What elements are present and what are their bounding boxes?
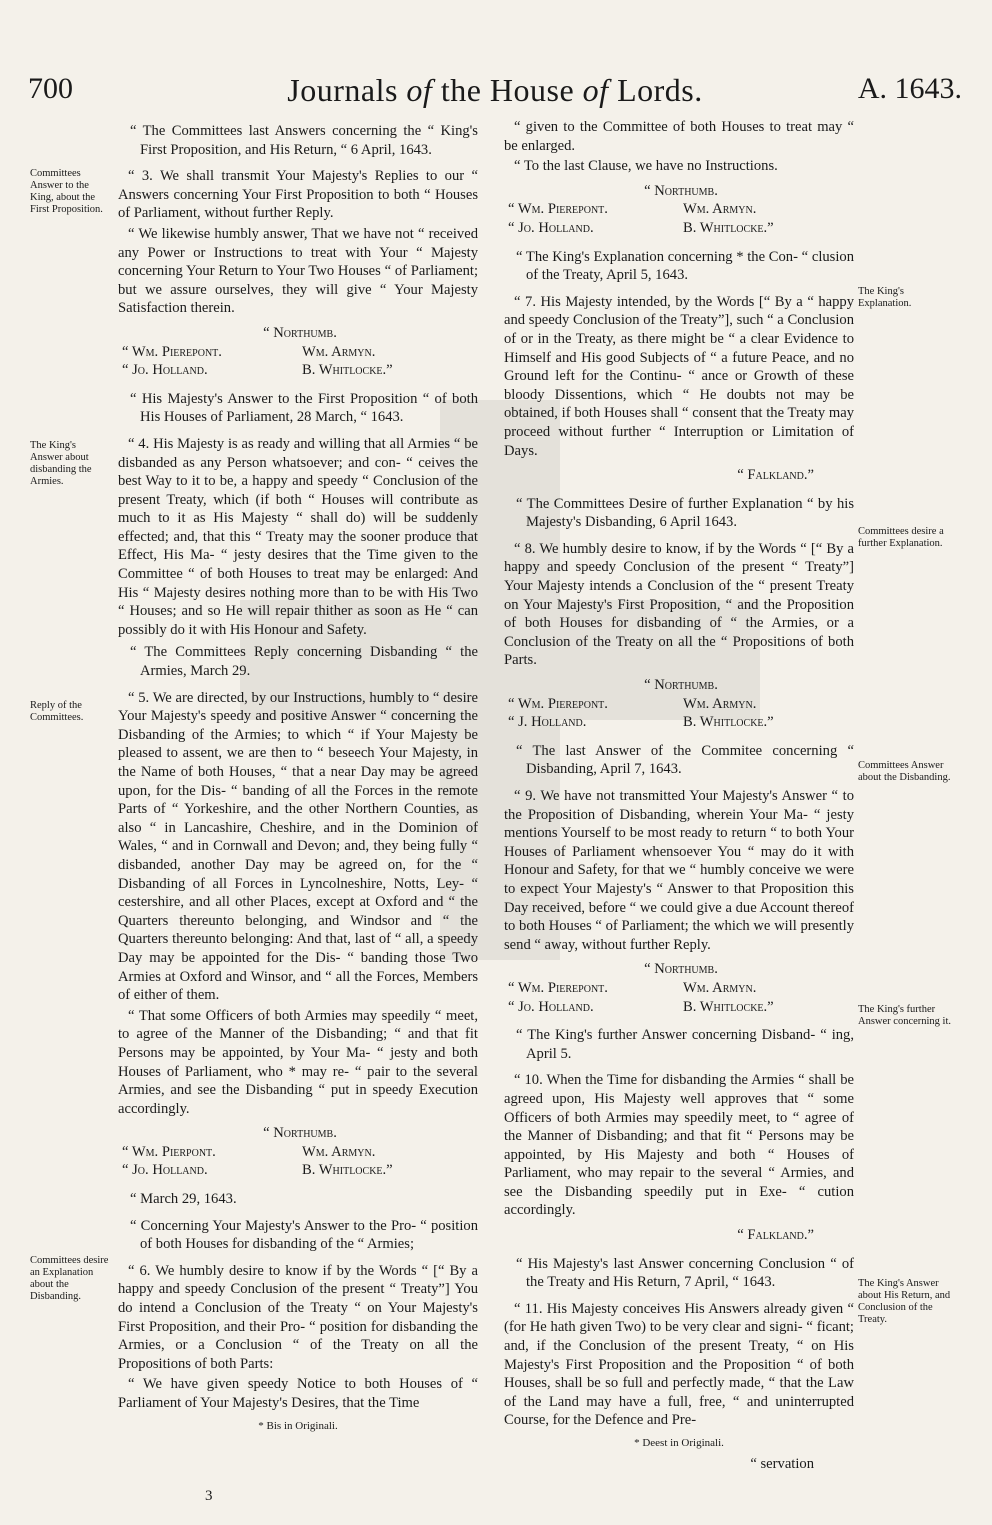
paragraph: “ 7. His Majesty intended, by the Words [“ By a “ happy and speedy Conclusion of the Treaty”], such “ a Conclusion of or in the Treaty, as there might be “ a clear Evidence to Himself and His good Subjects of “ a future Peace, and no Ground left for the Continu- “ ance or Growth of these bloody Dissentions, which “ He doubts not may be obtained, if both Houses shall “ consent that the Treaty may proceed without further “ Interruption or Limitation of Days. (504, 293, 854, 459)
entry-heading: “ His Majesty's Answer to the First Proposition “ of both His Houses of Parliament, 28 March, “ 1643. (130, 390, 478, 426)
margin-note: The King's Answer about His Return, and Conclusion of the Treaty. (858, 1278, 951, 1325)
margin-note: Committees desire a further Explanation. (858, 526, 944, 549)
signatory: B. Whitlocke.” (683, 219, 774, 236)
entry-heading: “ The Committees last Answers concerning the “ King's First Proposition, and His Return, “ 6 April, 1643. (130, 123, 478, 158)
catchword: “ servation (750, 1455, 814, 1472)
signatory: “ Jo. Holland. (508, 219, 594, 236)
signatory: “ Wm. Pierepont. (508, 695, 608, 712)
signature-block (504, 676, 854, 732)
signatory: “ Northumb. (644, 677, 718, 694)
signature-block (504, 182, 854, 238)
page-header (28, 72, 962, 112)
signatory: “ Jo. Holland. (122, 362, 208, 379)
running-title: Journals of the House of Lords. (287, 72, 703, 108)
paragraph: “ 5. We are directed, by our Instructions, humbly to “ desire Your Majesty's speedy and positive Answer “ concerning the Disbanding of the Armies; to which “ if Your Majesty be pleased to assent, we are then to “ beseech Your Majesty, in the Name of both Houses, “ that a near Day may be agreed upon, for the Dis- “ banding of all the Forces in the remote Parts of “ Yorkeshire, and the other Northern Counties, as also “ in Lancashire, Cheshire, and in the Dominion of Wales, “ and in Cornwall and Devon; and, they being fully “ disbanded, another Day may be agreed on, for the “ Disbanding of all Forces in Lyncolneshire, Notts, Ley- “ cestershire, and all other Places, except at Oxford and “ the Quarters thereunto belonging, and Windsor and “ the Quarters thereunto belonging: And that, last of “ all, a speedy Day may be appointed for the Dis- “ banding those Two Armies at Oxford and Winsor, and “ all the Forces, Members of either of them. (118, 689, 478, 1004)
signatory: “ Wm. Pierepont. (122, 343, 222, 360)
signatory: Wm. Armyn. (683, 201, 757, 218)
margin-note: Reply of the Committees. (30, 700, 84, 723)
margin-note: The King's Answer about disbanding the Armies. (30, 440, 92, 487)
signatory: Wm. Armyn. (302, 1143, 376, 1160)
signatory: Wm. Armyn. (683, 979, 757, 996)
paragraph: “ 6. We humbly desire to know if by the Words “ [“ By a happy and speedy Conclusion of the present “ Treaty”] You do intend a Conclusion of the Treaty “ on Your Majesty's First Proposition, and their Pro- “ position for disbanding the Armies, or a Conclusion “ of the Treaty on all the Propositions of both Parts: (118, 1262, 478, 1372)
right-column (504, 118, 854, 1473)
signatory: Wm. Armyn. (302, 343, 376, 360)
signatory: “ Wm. Pierepont. (508, 979, 608, 996)
page-number: 700 (28, 72, 73, 105)
footnote: * Deest in Originali. (634, 1437, 724, 1449)
signatory: “ Jo. Holland. (122, 1162, 208, 1179)
entry-heading: “ The Committees Desire of further Explanation “ by his Majesty's Disbanding, 6 April 1643. (516, 495, 854, 531)
paragraph: “ To the last Clause, we have no Instructions. (514, 158, 778, 175)
entry-heading: “ His Majesty's last Answer concerning Conclusion “ of the Treaty and His Return, 7 April, “ 1643. (516, 1255, 854, 1291)
paragraph: “ given to the Committee of both Houses to treat may “ be enlarged. (504, 119, 854, 154)
entry-heading: “ March 29, 1643. (130, 1191, 237, 1208)
entry-heading: “ The last Answer of the Commitee concerning “ Disbanding, April 7, 1643. (516, 742, 854, 778)
margin-note: The King's Explanation. (858, 286, 912, 309)
signatory: B. Whitlocke.” (683, 714, 774, 731)
margin-note: The King's further Answer concerning it. (858, 1004, 952, 1027)
paragraph: “ 10. When the Time for disbanding the Armies “ shall be agreed upon, His Majesty well approves that “ some Officers of both Armies may speedily meet, to “ agree of the Manner of Disbanding; and that fit “ Persons may be appointed, by His Majesty and both “ Houses of Parliament, who may repair to the several “ Armies, and see the Disbanding speedily put in Exe- “ cution accordingly. (504, 1072, 854, 1219)
signatory: B. Whitlocke.” (302, 1162, 393, 1179)
entry-heading: “ The King's further Answer concerning Disband- “ ing, April 5. (516, 1027, 854, 1062)
signature-block (504, 960, 854, 1016)
signature: “ Falkland.” (737, 467, 814, 484)
signature: “ Falkland.” (737, 1227, 814, 1244)
page-year: A. 1643. (857, 72, 962, 105)
signature-block (118, 1124, 478, 1180)
signatory: “ Wm. Pierpont. (122, 1143, 216, 1160)
footnote: * Bis in Originali. (258, 1419, 338, 1432)
signatory: “ Northumb. (644, 182, 718, 199)
entry-heading: “ Concerning Your Majesty's Answer to the Pro- “ position of both Houses for disbanding of the “ Armies; (130, 1217, 478, 1253)
signatory: “ Northumb. (263, 324, 337, 341)
signatory: Wm. Armyn. (683, 695, 757, 712)
entry-heading: “ The King's Explanation concerning * the Con- “ clusion of the Treaty, April 5, 1643. (516, 248, 854, 284)
signatory: “ Northumb. (263, 1125, 337, 1142)
paragraph: “ That some Officers of both Armies may speedily “ meet, to agree of the Manner of the Disbanding; “ and that fit Persons may be appointed, by Your Ma- “ jesty and both Houses of Parliament, who * may re- “ pair to the several Armies, and see the Disbanding “ put in speedy Execution accordingly. (118, 1007, 478, 1117)
signatory: “ Jo. Holland. (508, 998, 594, 1015)
paragraph: “ 9. We have not transmitted Your Majesty's Answer “ to the Proposition of Disbanding, wherein Your Ma- “ jesty mentions Yourself to be most ready to return “ to both Your Houses of Parliament whensoever You “ may do it with Honour and Safety, for that we “ humbly conceive we were to expect Your Majesty's “ Answer to that Proposition this Day received, before “ we could give a due Account thereof to both Houses “ of Parliament; the which we will presently send “ away, without further Reply. (504, 788, 854, 953)
left-column (118, 118, 478, 1435)
signatory: “ Northumb. (644, 961, 718, 978)
paragraph: “ 8. We humbly desire to know, if by the Words “ [“ By a happy and speedy Conclusion of the present “ Treaty”] Your Majesty intends a Conclusion of the “ present Treaty on Your Majesty's First Proposition, “ and the Proposition of both Houses for disbanding of “ the Armies, or a Conclusion of the Treaty on all the “ Propositions of both Parts. (504, 540, 854, 669)
signatory: B. Whitlocke.” (302, 362, 393, 379)
paragraph: “ 4. His Majesty is as ready and willing that all Armies “ be disbanded as any Person whatsoever; and con- “ ceives the best Way to it to be, a happy and speedy “ Conclusion of the present Treaty, which (if both “ Houses will contribute as much to it as His Majesty “ shall do) will be suddenly effected; and, that this “ Treaty may the sooner produce that Effect, His Ma- “ jesty desires that the Time given to the Committee “ of both Houses to treat may be enlarged: And His “ Majesty desires nothing more than to be with His Two “ Houses; and so He will repair thither as soon as He “ can possibly do it with His Honour and Safety. (118, 435, 478, 638)
signature-mark: 3 (205, 1488, 213, 1504)
paragraph: “ 3. We shall transmit Your Majesty's Replies to our “ Answers concerning Your First Proposition to both “ Houses of Parliament, without further Reply. (118, 168, 478, 222)
signatory: “ Wm. Pierepont. (508, 201, 608, 218)
signatory: “ J. Holland. (508, 714, 587, 731)
signatory: B. Whitlocke.” (683, 998, 774, 1015)
margin-note: Committees Answer about the Disbanding. (858, 760, 951, 783)
paragraph: “ 11. His Majesty conceives His Answers already given “ (for He hath given Two) to be very clear and signi- “ ficant; and, if the Conclusion of the present Treaty, “ on His Majesty's First Proposition and the Proposition “ of both Houses, shall be so full and perfectly made, “ that the Law of the Land may have a full, free, “ and uninterrupted Course, for the Defence and Pre- (504, 1300, 854, 1429)
paragraph: “ We likewise humbly answer, That we have not “ received any Power or Instructions to treat with Your “ Majesty concerning Your Return to Your Two Houses “ of Parliament; but we assure ourselves, they will give “ Your Majesty Satisfaction therein. (118, 225, 478, 317)
margin-note: Committees desire an Explanation about the Disbanding. (30, 1255, 109, 1302)
signature-block (118, 324, 478, 380)
paragraph: “ We have given speedy Notice to both Houses of “ Parliament of Your Majesty's Desires, that the Time (118, 1376, 478, 1411)
entry-heading: “ The Committees Reply concerning Disbanding “ the Armies, March 29. (130, 644, 478, 680)
margin-note: Committees Answer to the King, about the First Proposition. (30, 168, 103, 215)
